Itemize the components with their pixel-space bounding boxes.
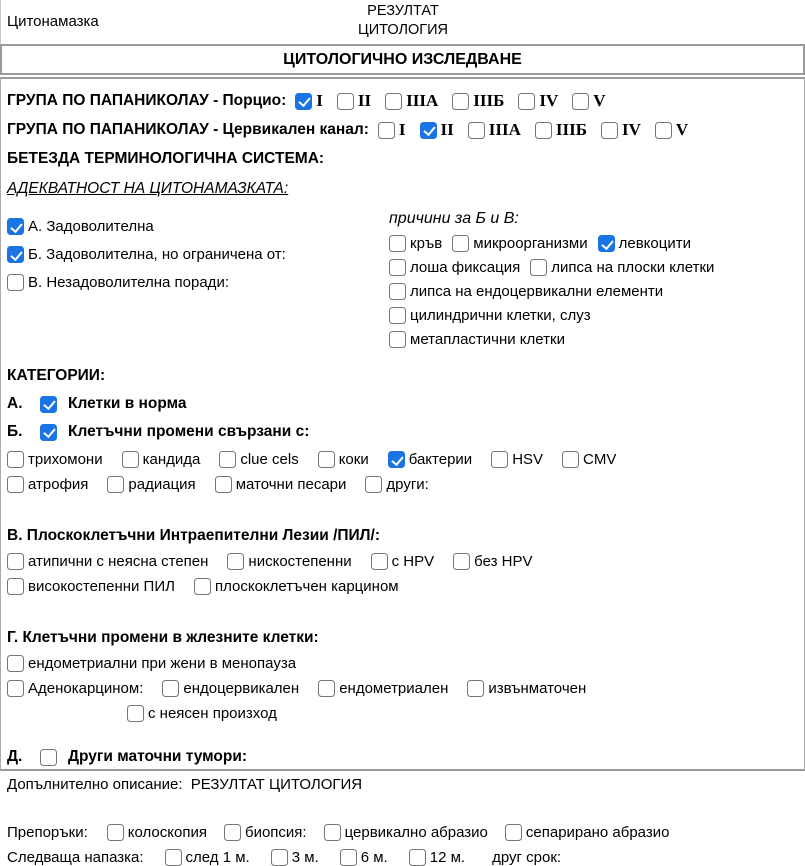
adequacy-reasons — [389, 210, 798, 355]
checkbox-label: метапластични клетки — [410, 331, 565, 348]
checkbox-icon[interactable] — [452, 235, 469, 252]
checkbox-label: ендоцервикален — [183, 680, 300, 697]
checkbox-icon[interactable] — [318, 680, 335, 697]
pap-portio-row — [7, 91, 798, 111]
checkbox-label: I — [398, 120, 406, 139]
checkbox-icon[interactable] — [389, 259, 406, 276]
checkbox-option-трихомони[interactable] — [7, 451, 103, 468]
checkbox-label: HSV — [512, 451, 544, 468]
category-a-checkbox[interactable] — [40, 396, 57, 413]
additional-description-row — [7, 776, 798, 793]
checkbox-icon[interactable] — [219, 451, 236, 468]
checkbox-icon[interactable] — [530, 259, 547, 276]
checkbox-icon[interactable] — [378, 122, 395, 139]
checkbox-option-cmv[interactable] — [562, 451, 616, 468]
next-smear-label: Следваща напазка: — [7, 849, 144, 866]
checkbox-label: нискостепенни — [248, 553, 352, 570]
checkbox-icon[interactable] — [409, 849, 426, 866]
checkbox-label: цилиндрични клетки, слуз — [410, 307, 591, 324]
checkbox-icon[interactable] — [371, 553, 388, 570]
checkbox-icon[interactable] — [7, 553, 24, 570]
checkbox-icon[interactable] — [7, 451, 24, 468]
checkbox-option-биопсия[interactable] — [224, 824, 307, 841]
checkbox-label: биопсия: — [244, 824, 307, 841]
category-v-heading: В. Плоскоклетъчни Интраепителни Лезии /ПИЛ/: — [7, 527, 381, 544]
checkbox-label: колоскопия — [127, 824, 207, 841]
reasons-row-4 — [389, 307, 798, 324]
spacer — [7, 802, 798, 816]
checkbox-checked-icon[interactable] — [7, 218, 24, 235]
checkbox-option-микроорганизми[interactable] — [452, 235, 587, 252]
checkbox-checked-icon[interactable] — [420, 122, 437, 139]
category-d-checkbox[interactable] — [40, 749, 57, 766]
category-g-options-row-1 — [7, 655, 798, 672]
category-d-prefix: Д. — [7, 748, 23, 765]
result-header — [1, 2, 805, 40]
checkbox-option-лоша-фиксация[interactable] — [389, 259, 520, 276]
checkbox-label: V — [675, 120, 689, 139]
checkbox-option-с-hpv[interactable] — [371, 553, 435, 570]
checkbox-option-без-hpv[interactable] — [453, 553, 532, 570]
checkbox-label: бактерии — [408, 451, 473, 468]
category-d-label: Други маточни тумори: — [68, 748, 248, 765]
checkbox-option-hsv[interactable] — [491, 451, 543, 468]
checkbox-icon[interactable] — [389, 283, 406, 300]
checkbox-icon[interactable] — [535, 122, 552, 139]
checkbox-option-i[interactable] — [295, 91, 323, 111]
checkbox-option-clue-cels[interactable] — [219, 451, 298, 468]
checkbox-icon[interactable] — [122, 451, 139, 468]
checkbox-label: левкоцити — [618, 235, 691, 252]
checkbox-icon[interactable] — [601, 122, 618, 139]
checkbox-label: липса на ендоцервикални елементи — [410, 283, 664, 300]
checkbox-icon[interactable] — [467, 680, 484, 697]
checkbox-label: clue cels — [240, 451, 299, 468]
checkbox-label: трихомони — [28, 451, 103, 468]
checkbox-label: IIIБ — [555, 120, 587, 139]
checkbox-label: маточни песари — [235, 476, 347, 493]
checkbox-option-липса-на-плоски-клетки[interactable] — [530, 259, 714, 276]
checkbox-label: IV — [539, 91, 559, 110]
category-v-options-row-2 — [7, 578, 798, 595]
checkbox-label: ендометриален — [339, 680, 449, 697]
adequacy-options — [7, 210, 389, 355]
page-header — [0, 0, 805, 44]
checkbox-option-аденокарцином[interactable] — [7, 680, 143, 697]
checkbox-label: 6 м. — [360, 849, 388, 866]
checkbox-icon[interactable] — [385, 93, 402, 110]
spacer — [7, 730, 798, 738]
checkbox-icon[interactable] — [453, 553, 470, 570]
category-b-options-row-1 — [7, 451, 798, 468]
category-d-row[interactable] — [7, 748, 798, 766]
checkbox-option-цервикално-абразио[interactable] — [324, 824, 488, 841]
checkbox-label: атипични с неясна степен — [28, 553, 209, 570]
checkbox-checked-icon[interactable] — [598, 235, 615, 252]
reasons-row-1 — [389, 235, 798, 252]
category-v-options-row-1 — [7, 553, 798, 570]
category-a-prefix: А. — [7, 395, 23, 412]
result-header-line1: РЕЗУЛТАТ — [367, 3, 439, 19]
checkbox-label: високостепенни ПИЛ — [28, 578, 175, 595]
checkbox-label: без HPV — [474, 553, 533, 570]
checkbox-icon[interactable] — [491, 451, 508, 468]
category-b-label: Клетъчни промени свързани с: — [68, 423, 310, 440]
checkbox-option-маточни-песари[interactable] — [215, 476, 347, 493]
checkbox-option-кръв[interactable] — [389, 235, 442, 252]
checkbox-label: след 1 м. — [185, 849, 250, 866]
checkbox-option-а-задоволителна[interactable] — [7, 218, 389, 235]
checkbox-label: IV — [621, 120, 641, 139]
checkbox-icon[interactable] — [227, 553, 244, 570]
checkbox-option-други[interactable] — [365, 476, 428, 493]
checkbox-label: Б. Задоволителна, но ограничена от: — [28, 246, 286, 263]
checkbox-label: 12 м. — [429, 849, 466, 866]
next-smear-options — [165, 849, 466, 866]
checkbox-icon[interactable] — [224, 824, 241, 841]
next-smear-row — [7, 849, 798, 866]
checkbox-option-ii[interactable] — [420, 120, 454, 140]
checkbox-label: кръв — [410, 235, 443, 252]
checkbox-icon[interactable] — [318, 451, 335, 468]
category-b-checkbox[interactable] — [40, 424, 57, 441]
category-a-row[interactable] — [7, 395, 798, 413]
reasons-row-2 — [389, 259, 798, 276]
checkbox-option-радиация[interactable] — [107, 476, 195, 493]
checkbox-icon[interactable] — [337, 93, 354, 110]
recommendations-row — [7, 824, 798, 841]
reasons-row-5 — [389, 331, 798, 348]
additional-description-label: Допълнително описание: — [7, 776, 183, 793]
checkbox-icon[interactable] — [7, 274, 24, 291]
checkbox-label: ендометриални при жени в менопауза — [28, 655, 297, 672]
checkbox-label: Аденокарцином: — [28, 680, 144, 697]
checkbox-label: коки — [338, 451, 369, 468]
bethesda-heading: БЕТЕЗДА ТЕРМИНОЛОГИЧНА СИСТЕМА: — [7, 150, 325, 167]
checkbox-label: II — [357, 91, 372, 110]
checkbox-option-12-м[interactable] — [409, 849, 465, 866]
checkbox-option-i[interactable] — [378, 120, 406, 140]
checkbox-label: II — [440, 120, 454, 139]
checkbox-icon[interactable] — [165, 849, 182, 866]
checkbox-label: с неясен произход — [148, 705, 277, 722]
pap-cervical-row — [7, 120, 798, 140]
checkbox-option-липса-на-ендоцервикални-елементи[interactable] — [389, 283, 663, 300]
checkbox-icon[interactable] — [215, 476, 232, 493]
recommendations-options — [107, 824, 670, 841]
checkbox-label: липса на плоски клетки — [551, 259, 715, 276]
checkbox-option-атрофия[interactable] — [7, 476, 88, 493]
spacer — [7, 603, 798, 619]
checkbox-option-3-м[interactable] — [271, 849, 319, 866]
checkbox-option-б-задоволителна-но-ограничена-от[interactable] — [7, 246, 389, 263]
category-a-label: Клетки в норма — [68, 395, 187, 412]
checkbox-label: атрофия — [28, 476, 89, 493]
checkbox-option-v[interactable] — [572, 91, 605, 111]
checkbox-icon[interactable] — [340, 849, 357, 866]
checkbox-icon[interactable] — [468, 122, 485, 139]
checkbox-label: V — [593, 91, 606, 110]
checkbox-label: 3 м. — [291, 849, 319, 866]
reasons-heading: причини за Б и В: — [389, 210, 519, 227]
checkbox-option-цилиндрични-клетки-слуз[interactable] — [389, 307, 591, 324]
checkbox-option-нискостепенни[interactable] — [227, 553, 351, 570]
pap-cervical-options — [378, 120, 688, 140]
checkbox-checked-icon[interactable] — [388, 451, 405, 468]
form-title: ЦИТОЛОГИЧНО ИЗСЛЕДВАНЕ — [0, 44, 805, 75]
checkbox-icon[interactable] — [7, 476, 24, 493]
checkbox-label: лоша фиксация — [410, 259, 521, 276]
checkbox-checked-icon[interactable] — [295, 93, 312, 110]
checkbox-icon[interactable] — [389, 331, 406, 348]
checkbox-label: радиация — [128, 476, 196, 493]
checkbox-label: плоскоклетъчен карцином — [214, 578, 399, 595]
checkbox-option-коки[interactable] — [318, 451, 369, 468]
checkbox-icon[interactable] — [452, 93, 469, 110]
smear-type-label: Цитонамазка — [7, 13, 99, 30]
checkbox-option-iiiб[interactable] — [535, 120, 587, 140]
category-b-options-row-2 — [7, 476, 798, 493]
spacer — [7, 501, 798, 517]
checkbox-label: А. Задоволителна — [28, 218, 154, 235]
recommendations-label: Препоръки: — [7, 824, 88, 841]
checkbox-option-в-незадоволителна-поради[interactable] — [7, 274, 389, 291]
checkbox-icon[interactable] — [389, 307, 406, 324]
checkbox-label: сепарирано абразио — [525, 824, 670, 841]
checkbox-icon[interactable] — [562, 451, 579, 468]
checkbox-icon[interactable] — [572, 93, 589, 110]
category-b-row[interactable] — [7, 423, 798, 441]
checkbox-label: IIIБ — [473, 91, 505, 110]
checkbox-icon[interactable] — [389, 235, 406, 252]
checkbox-option-iiia[interactable] — [385, 91, 438, 111]
categories-heading: КАТЕГОРИИ: — [7, 367, 106, 384]
pap-portio-options — [295, 91, 605, 111]
checkbox-icon[interactable] — [518, 93, 535, 110]
checkbox-icon[interactable] — [271, 849, 288, 866]
checkbox-label: CMV — [583, 451, 617, 468]
checkbox-option-атипични-с-неясна-степен[interactable] — [7, 553, 208, 570]
category-g-options-row-2 — [7, 680, 798, 697]
checkbox-icon[interactable] — [324, 824, 341, 841]
checkbox-option-кандида[interactable] — [122, 451, 201, 468]
checkbox-option-iiia[interactable] — [468, 120, 521, 140]
checkbox-option-ендометриални-при-жени-в-менопауза[interactable] — [7, 655, 296, 672]
pap-cervical-label: ГРУПА ПО ПАПАНИКОЛАУ - Цервикален канал: — [7, 121, 369, 138]
checkbox-icon[interactable] — [7, 680, 24, 697]
checkbox-icon[interactable] — [194, 578, 211, 595]
checkbox-icon[interactable] — [7, 578, 24, 595]
checkbox-label: други: — [386, 476, 429, 493]
reasons-row-3 — [389, 283, 798, 300]
checkbox-label: IIIA — [488, 120, 521, 139]
adequacy-section — [7, 210, 798, 355]
checkbox-option-ендометриален[interactable] — [318, 680, 448, 697]
checkbox-label: IIIA — [406, 91, 439, 110]
pap-portio-label: ГРУПА ПО ПАПАНИКОЛАУ - Порцио: — [7, 92, 287, 109]
checkbox-option-iv[interactable] — [518, 91, 558, 111]
checkbox-option-плоскоклетъчен-карцином[interactable] — [194, 578, 399, 595]
checkbox-label: I — [316, 91, 323, 110]
checkbox-label: извънматочен — [488, 680, 587, 697]
checkbox-icon[interactable] — [107, 476, 124, 493]
checkbox-option-ендоцервикален[interactable] — [162, 680, 299, 697]
checkbox-option-iv[interactable] — [601, 120, 641, 140]
adequacy-heading: АДЕКВАТНОСТ НА ЦИТОНАМАЗКАТА: — [7, 180, 289, 197]
checkbox-label: с HPV — [391, 553, 435, 570]
checkbox-option-6-м[interactable] — [340, 849, 388, 866]
checkbox-option-ii[interactable] — [337, 91, 371, 111]
checkbox-icon[interactable] — [127, 705, 144, 722]
checkbox-icon[interactable] — [107, 824, 124, 841]
cytology-form — [0, 77, 805, 866]
checkbox-option-метапластични-клетки[interactable] — [389, 331, 565, 348]
category-g-heading: Г. Клетъчни промени в жлезните клетки: — [7, 629, 319, 646]
checkbox-icon[interactable] — [162, 680, 179, 697]
checkbox-label: кандида — [142, 451, 201, 468]
result-header-line2: ЦИТОЛОГИЯ — [357, 22, 448, 38]
checkbox-option-бактерии[interactable] — [388, 451, 472, 468]
checkbox-option-след-1-м[interactable] — [165, 849, 250, 866]
checkbox-option-високостепенни-пил[interactable] — [7, 578, 175, 595]
checkbox-icon[interactable] — [365, 476, 382, 493]
checkbox-icon[interactable] — [505, 824, 522, 841]
checkbox-option-с-неясен-произход[interactable] — [127, 705, 277, 722]
checkbox-icon[interactable] — [7, 655, 24, 672]
checkbox-label: цервикално абразио — [344, 824, 488, 841]
checkbox-option-извънматочен[interactable] — [467, 680, 586, 697]
checkbox-option-колоскопия[interactable] — [107, 824, 207, 841]
additional-description-value: РЕЗУЛТАТ ЦИТОЛОГИЯ — [190, 776, 363, 793]
checkbox-label: В. Незадоволителна поради: — [28, 274, 229, 291]
checkbox-option-сепарирано-абразио[interactable] — [505, 824, 670, 841]
checkbox-option-v[interactable] — [655, 120, 688, 140]
checkbox-checked-icon[interactable] — [7, 246, 24, 263]
checkbox-option-левкоцити[interactable] — [598, 235, 691, 252]
checkbox-label: микроорганизми — [473, 235, 588, 252]
category-g-options-row-3 — [127, 705, 798, 722]
checkbox-option-iiiб[interactable] — [452, 91, 504, 111]
category-b-prefix: Б. — [7, 423, 23, 440]
checkbox-icon[interactable] — [655, 122, 672, 139]
next-smear-other-label: друг срок: — [492, 849, 562, 866]
